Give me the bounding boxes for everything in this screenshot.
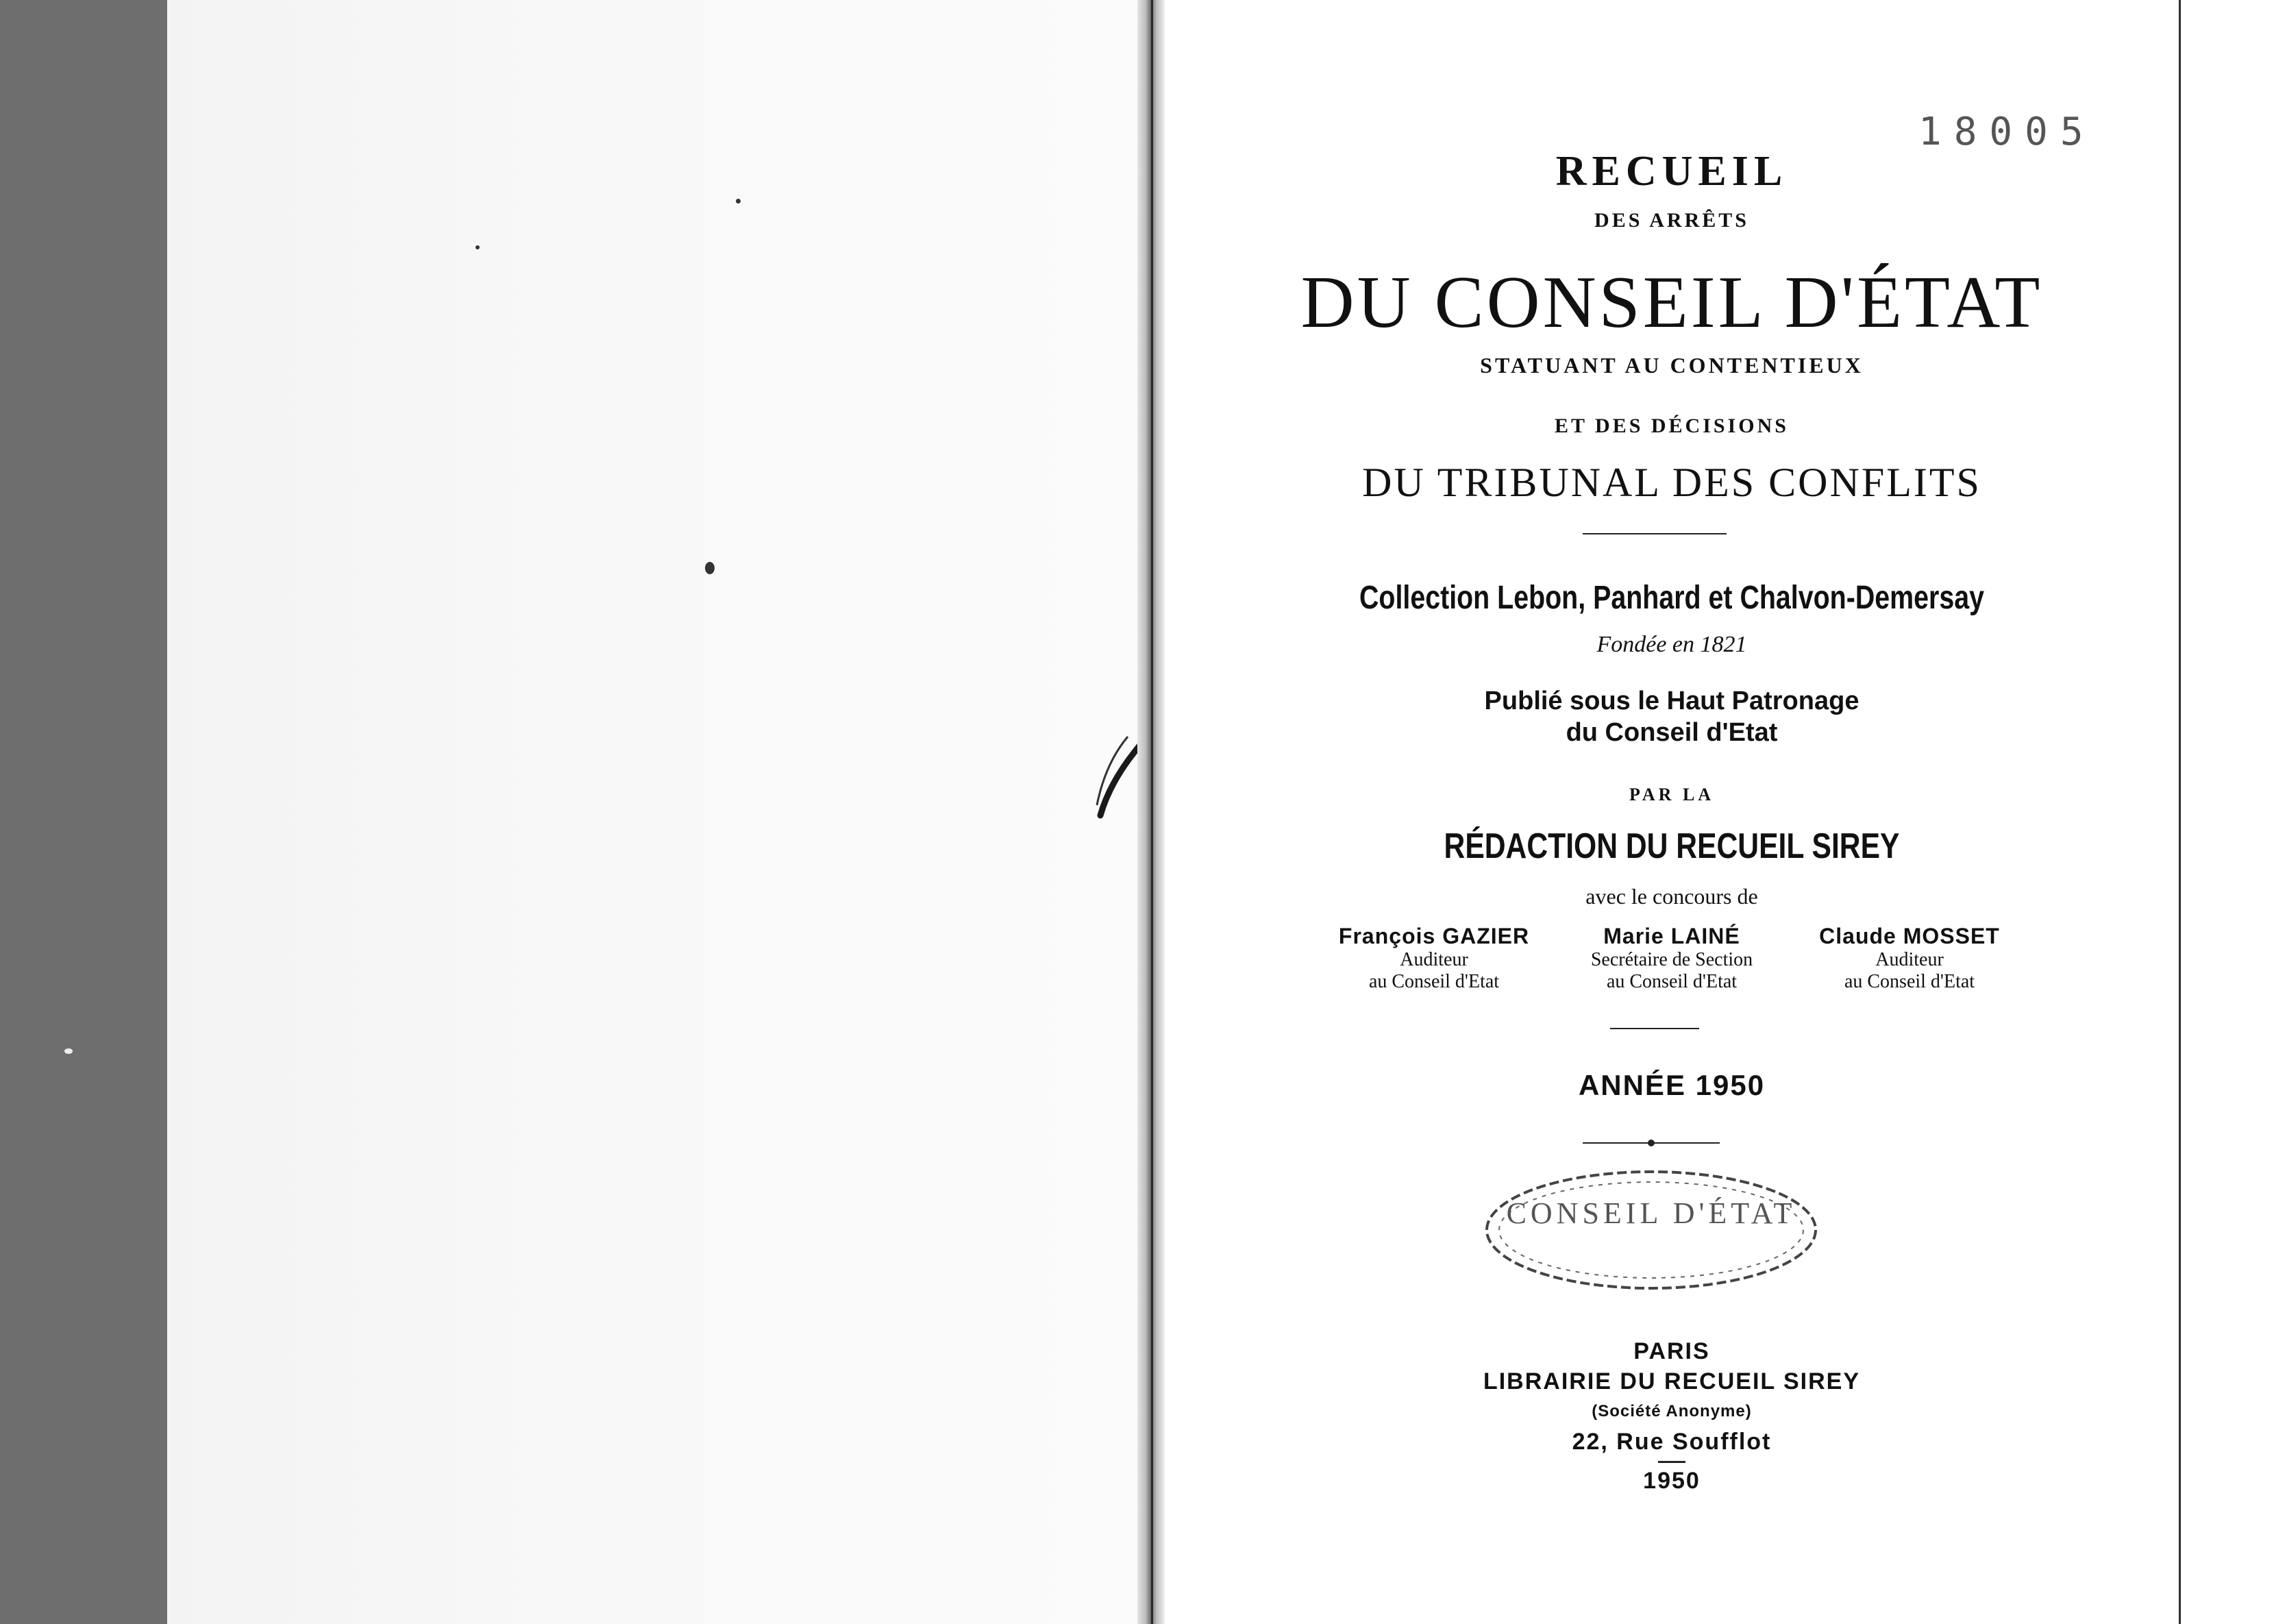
contributor-role: au Conseil d'Etat (1368, 971, 1500, 992)
redaction-line: RÉDACTION DU RECUEIL SIREY (1444, 826, 1900, 866)
collection-line: Collection Lebon, Panhard et Chalvon-Demersay (1359, 580, 1985, 616)
divider-rule (1610, 1028, 1699, 1029)
contributor-role: Auditeur (1400, 949, 1468, 970)
ornament-rule-icon (1583, 1137, 1720, 1148)
publisher-name: LIBRAIRIE DU RECUEIL SIREY (1483, 1368, 1861, 1394)
divider-rule (1583, 533, 1727, 534)
title-conseil-etat: DU CONSEIL D'ÉTAT (1300, 262, 2043, 343)
publisher-address: 22, Rue Soufflot (1572, 1429, 1772, 1455)
publisher-block (1288, 1336, 2055, 1496)
title-recueil: RECUEIL (1555, 148, 1788, 195)
speck (475, 245, 480, 249)
contributor-name: François GAZIER (1338, 924, 1530, 948)
publisher-societe: (Société Anonyme) (1592, 1402, 1752, 1420)
scanner-background (0, 0, 167, 1624)
speck (736, 199, 741, 204)
divider-dash (1658, 1461, 1685, 1463)
stamp-text: CONSEIL D'ÉTAT (1506, 1196, 1796, 1230)
patronage-line-1: Publié sous le Haut Patronage (1484, 687, 1859, 715)
patronage-block (1288, 685, 2055, 748)
concours-line: avec le concours de (1585, 884, 1758, 909)
subtitle-des-arrets: DES ARRÊTS (1594, 209, 1749, 232)
subtitle-statuant: STATUANT AU CONTENTIEUX (1480, 353, 1864, 378)
binding-edge (1151, 0, 1153, 1624)
publisher-year: 1950 (1643, 1468, 1701, 1494)
patronage-line-2: du Conseil d'Etat (1566, 718, 1778, 747)
contributor (1791, 924, 2028, 993)
year-line: ANNÉE 1950 (1578, 1069, 1766, 1101)
contributor (1315, 924, 1553, 993)
contributor-role: au Conseil d'Etat (1606, 971, 1738, 992)
contributor-role: Auditeur (1875, 949, 1944, 970)
subtitle-decisions: ET DES DÉCISIONS (1555, 415, 1789, 437)
title-tribunal-conflits: DU TRIBUNAL DES CONFLITS (1362, 460, 1981, 505)
contributor-role: au Conseil d'Etat (1844, 971, 1975, 992)
page-margin (2181, 0, 2274, 1624)
publisher-city: PARIS (1633, 1338, 1710, 1364)
speck (64, 1048, 73, 1054)
founded-line: Fondée en 1821 (1596, 632, 1747, 657)
par-la: PAR LA (1629, 785, 1715, 804)
contributor (1553, 924, 1790, 993)
contributor-name: Claude MOSSET (1819, 924, 2000, 948)
accession-number: 18005 (1918, 110, 2096, 154)
contributor-role: Secrétaire de Section (1590, 949, 1753, 970)
contributor-name: Marie LAINÉ (1603, 924, 1740, 948)
left-blank-page (167, 0, 1147, 1624)
speck (705, 562, 715, 574)
contributors-row (1315, 924, 2028, 993)
library-stamp (1480, 1165, 1822, 1295)
